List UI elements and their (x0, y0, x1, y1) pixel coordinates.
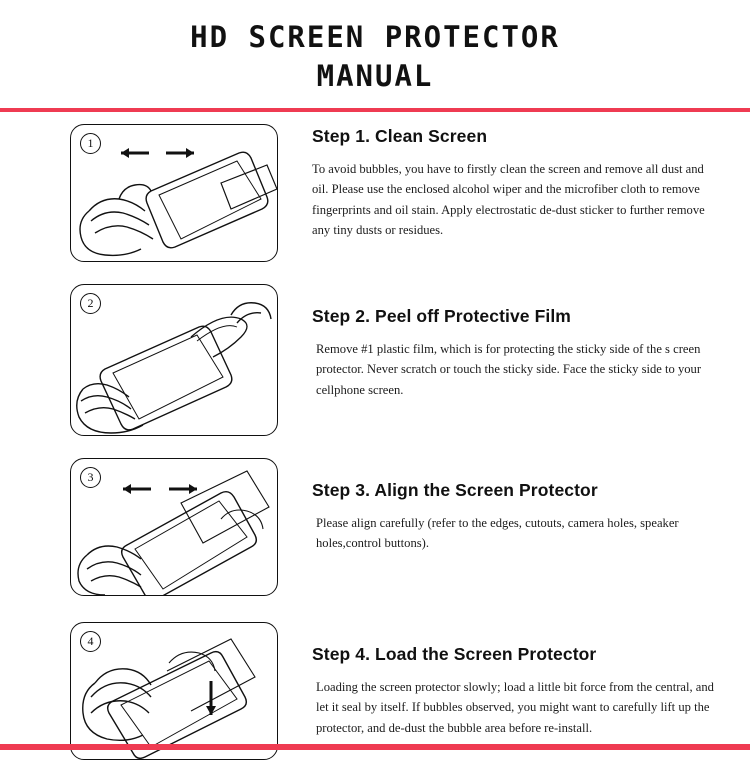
step-item (0, 124, 750, 262)
loading-protector-illustration (70, 622, 278, 760)
step-item (0, 458, 750, 596)
step-number-badge: 2 (80, 293, 101, 314)
step-description: Please align carefully (refer to the edges, cutouts, camera holes, speaker holes,control buttons). (316, 515, 679, 551)
step-number-badge: 4 (80, 631, 101, 652)
step-item (0, 284, 750, 436)
page-title-line-2: MANUAL (316, 58, 434, 93)
header-divider (0, 108, 750, 112)
document-header (0, 0, 750, 112)
steps-list (0, 124, 750, 760)
step-item (0, 622, 750, 760)
page-title-line-1: HD SCREEN PROTECTOR (190, 20, 560, 54)
step-description: Remove #1 plastic film, which is for protecting the sticky side of the s creen protector. Never scratch or touch the sticky side. Face the sticky side to your cellphone screen. (316, 341, 702, 397)
step-title: Step 3. Align the Screen Protector (312, 479, 598, 500)
step-description: Loading the screen protector slowly; load a little bit force from the central, and let it seal by itself. If bubbles observed, you might want to carefully lift up the protector, and de-dust the bubble area before re-install. (316, 679, 714, 735)
footer-divider (0, 744, 750, 750)
aligning-protector-illustration (70, 458, 278, 596)
step-text-block (278, 622, 738, 738)
step-title: Step 2. Peel off Protective Film (312, 305, 571, 326)
step-text-block (278, 458, 738, 554)
peeling-film-illustration (70, 284, 278, 436)
step-title: Step 1. Clean Screen (312, 125, 488, 146)
step-number-badge: 1 (80, 133, 101, 154)
step-title: Step 4. Load the Screen Protector (312, 643, 597, 664)
step-text-block (278, 124, 738, 241)
step-number-badge: 3 (80, 467, 101, 488)
step-description: To avoid bubbles, you have to firstly clean the screen and remove all dust and oil. Please use the enclosed alcohol wiper and the microfiber cloth to remove fingerprints and oil stain. Apply electrostatic de-dust sticker to further remove any tiny dusts or residues. (312, 161, 705, 237)
hand-cleaning-phone-illustration (70, 124, 278, 262)
step-text-block (278, 284, 738, 400)
